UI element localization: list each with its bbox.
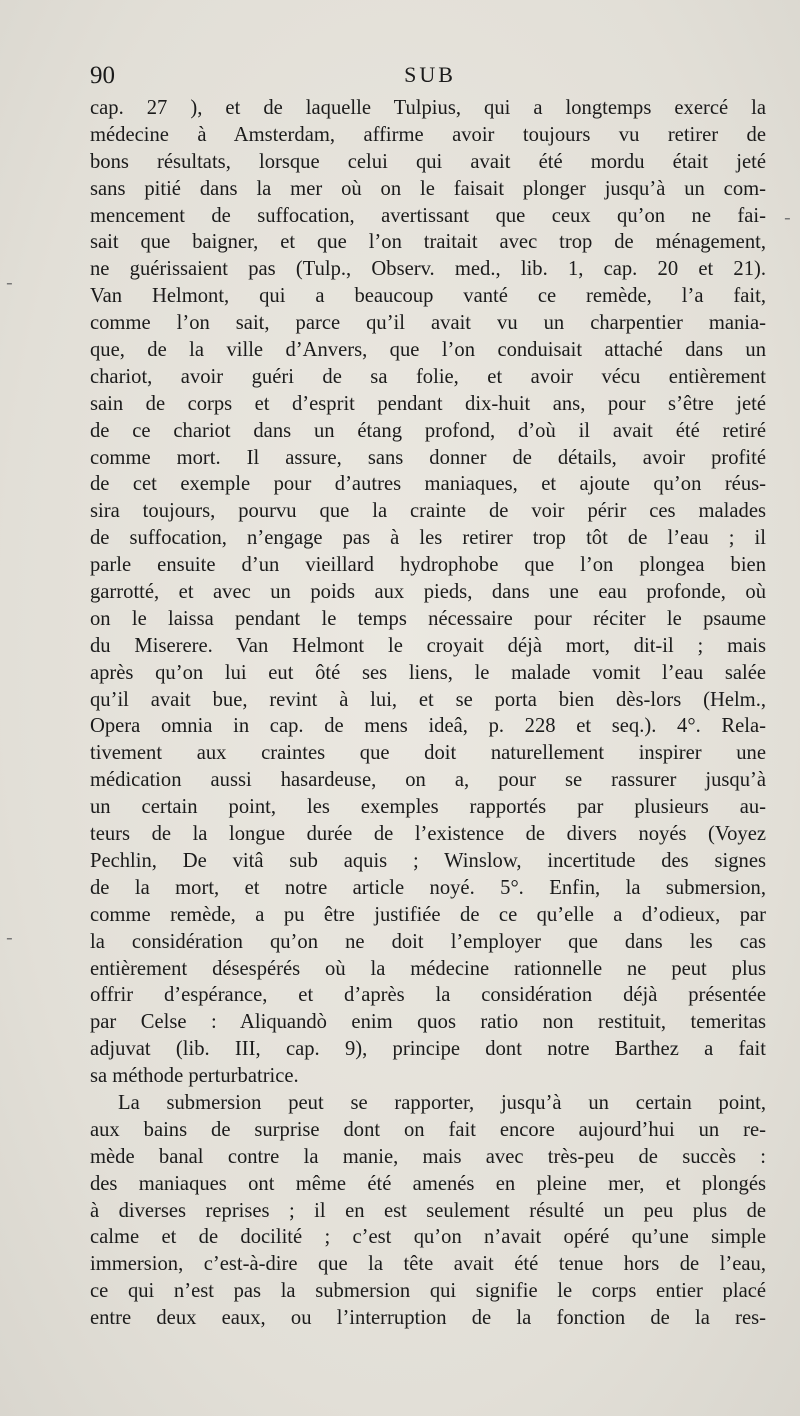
text-line: cap. 27 ), et de laquelle Tulpius, qui a longtemps exercé la [90,97,766,119]
text-line: La submersion peut se rapporter, jusqu’à un certain point, [118,1091,766,1114]
text-line: adjuvat (lib. III, cap. 9), principe dont notre Barthez a fait [90,1038,766,1061]
text-line: ce qui n’est pas la submersion qui signifie le corps entier placé [90,1280,766,1303]
text-line: comme remède, a pu être justifiée de ce qu’elle a d’odieux, par [90,903,766,926]
text-line: entre deux eaux, ou l’interruption de la fonction de la res- [90,1307,766,1330]
text-line: on le laissa pendant le temps nécessaire pour réciter le psaume [90,607,766,630]
running-head: SUB [404,62,456,87]
text-line: la considération qu’on ne doit l’employer que dans les cas [90,930,766,953]
text-line: après qu’on lui eut ôté ses liens, le malade vomit l’eau salée [90,661,766,684]
text-line: du Miserere. Van Helmont le croyait déjà mort, dit-il ; mais [90,634,766,657]
text-line: sa méthode perturbatrice. [90,1065,299,1088]
text-line: teurs de la longue durée de l’existence de divers noyés (Voyez [90,823,766,846]
text-line: garrotté, et avec un poids aux pieds, dans une eau profonde, où [90,581,766,604]
page-header [90,62,770,92]
text-line: tivement aux craintes que doit naturellement inspirer une [90,742,766,765]
text-line: médecine à Amsterdam, affirme avoir toujours vu retirer de [90,123,766,146]
text-line: calme et de docilité ; c’est qu’on n’avait opéré qu’une simple [90,1226,766,1249]
text-line: comme mort. Il assure, sans donner de détails, avoir profité [90,446,766,469]
text-line: sans pitié dans la mer où on le faisait plonger jusqu’à un com- [90,177,766,200]
margin-tick: - [784,205,791,229]
text-line: sain de corps et d’esprit pendant dix-huit ans, pour s’être jeté [90,392,766,415]
text-line: de suffocation, n’engage pas à les retirer trop tôt de l’eau ; il [90,527,766,550]
text-line: chariot, avoir guéri de sa folie, et avoir vécu entièrement [90,365,766,388]
text-line: des maniaques ont même été amenés en pleine mer, et plongés [90,1172,766,1195]
body-text [90,95,766,1332]
text-line: un certain point, les exemples rapportés par plusieurs au- [90,796,766,819]
text-line: Van Helmont, qui a beaucoup vanté ce remède, l’a fait, [90,285,766,308]
margin-tick: - [6,270,13,294]
text-line: qu’il avait bue, revint à lui, et se porta bien dès-lors (Helm., [90,688,766,711]
text-line: Opera omnia in cap. de mens ideâ, p. 228 et seq.). 4°. Rela- [90,715,766,738]
text-line: bons résultats, lorsque celui qui avait été mordu était jeté [90,150,766,173]
text-line: mencement de suffocation, avertissant que ceux qu’on ne fai- [90,204,766,227]
text-line: aux bains de surprise dont on fait encore aujourd’hui un re- [90,1118,766,1141]
text-line: que, de la ville d’Anvers, que l’on conduisait attaché dans un [90,339,766,362]
text-line: médication aussi hasardeuse, on a, pour se rassurer jusqu’à [90,769,766,792]
text-line: immersion, c’est-à-dire que la tête avait été tenue hors de l’eau, [90,1253,766,1276]
text-line: de la mort, et notre article noyé. 5°. Enfin, la submersion, [90,876,766,899]
text-line: à diverses reprises ; il en est seulement résulté un peu plus de [90,1199,766,1222]
page-number: 90 [90,62,115,89]
text-line: offrir d’espérance, et d’après la considération déjà présentée [90,984,766,1007]
text-line: entièrement désespérés où la médecine rationnelle ne peut plus [90,957,766,980]
text-line: sira toujours, pourvu que la crainte de voir périr ces malades [90,500,766,523]
text-line: de ce chariot dans un étang profond, d’où il avait été retiré [90,419,766,442]
text-line: parle ensuite d’un vieillard hydrophobe que l’on plongea bien [90,554,766,577]
text-line: comme l’on sait, parce qu’il avait vu un charpentier mania- [90,312,766,335]
text-line: par Celse : Aliquandò enim quos ratio non restituit, temeritas [90,1011,766,1034]
text-line: Pechlin, De vitâ sub aquis ; Winslow, incertitude des signes [90,849,766,872]
text-line: ne guérissaient pas (Tulp., Observ. med., lib. 1, cap. 20 et 21). [90,258,766,281]
text-line: mède banal contre la manie, mais avec très-peu de succès : [90,1145,766,1168]
text-line: de cet exemple pour d’autres maniaques, et ajoute qu’on réus- [90,473,766,496]
margin-tick: - [6,925,13,949]
text-line: sait que baigner, et que l’on traitait avec trop de ménagement, [90,231,766,254]
